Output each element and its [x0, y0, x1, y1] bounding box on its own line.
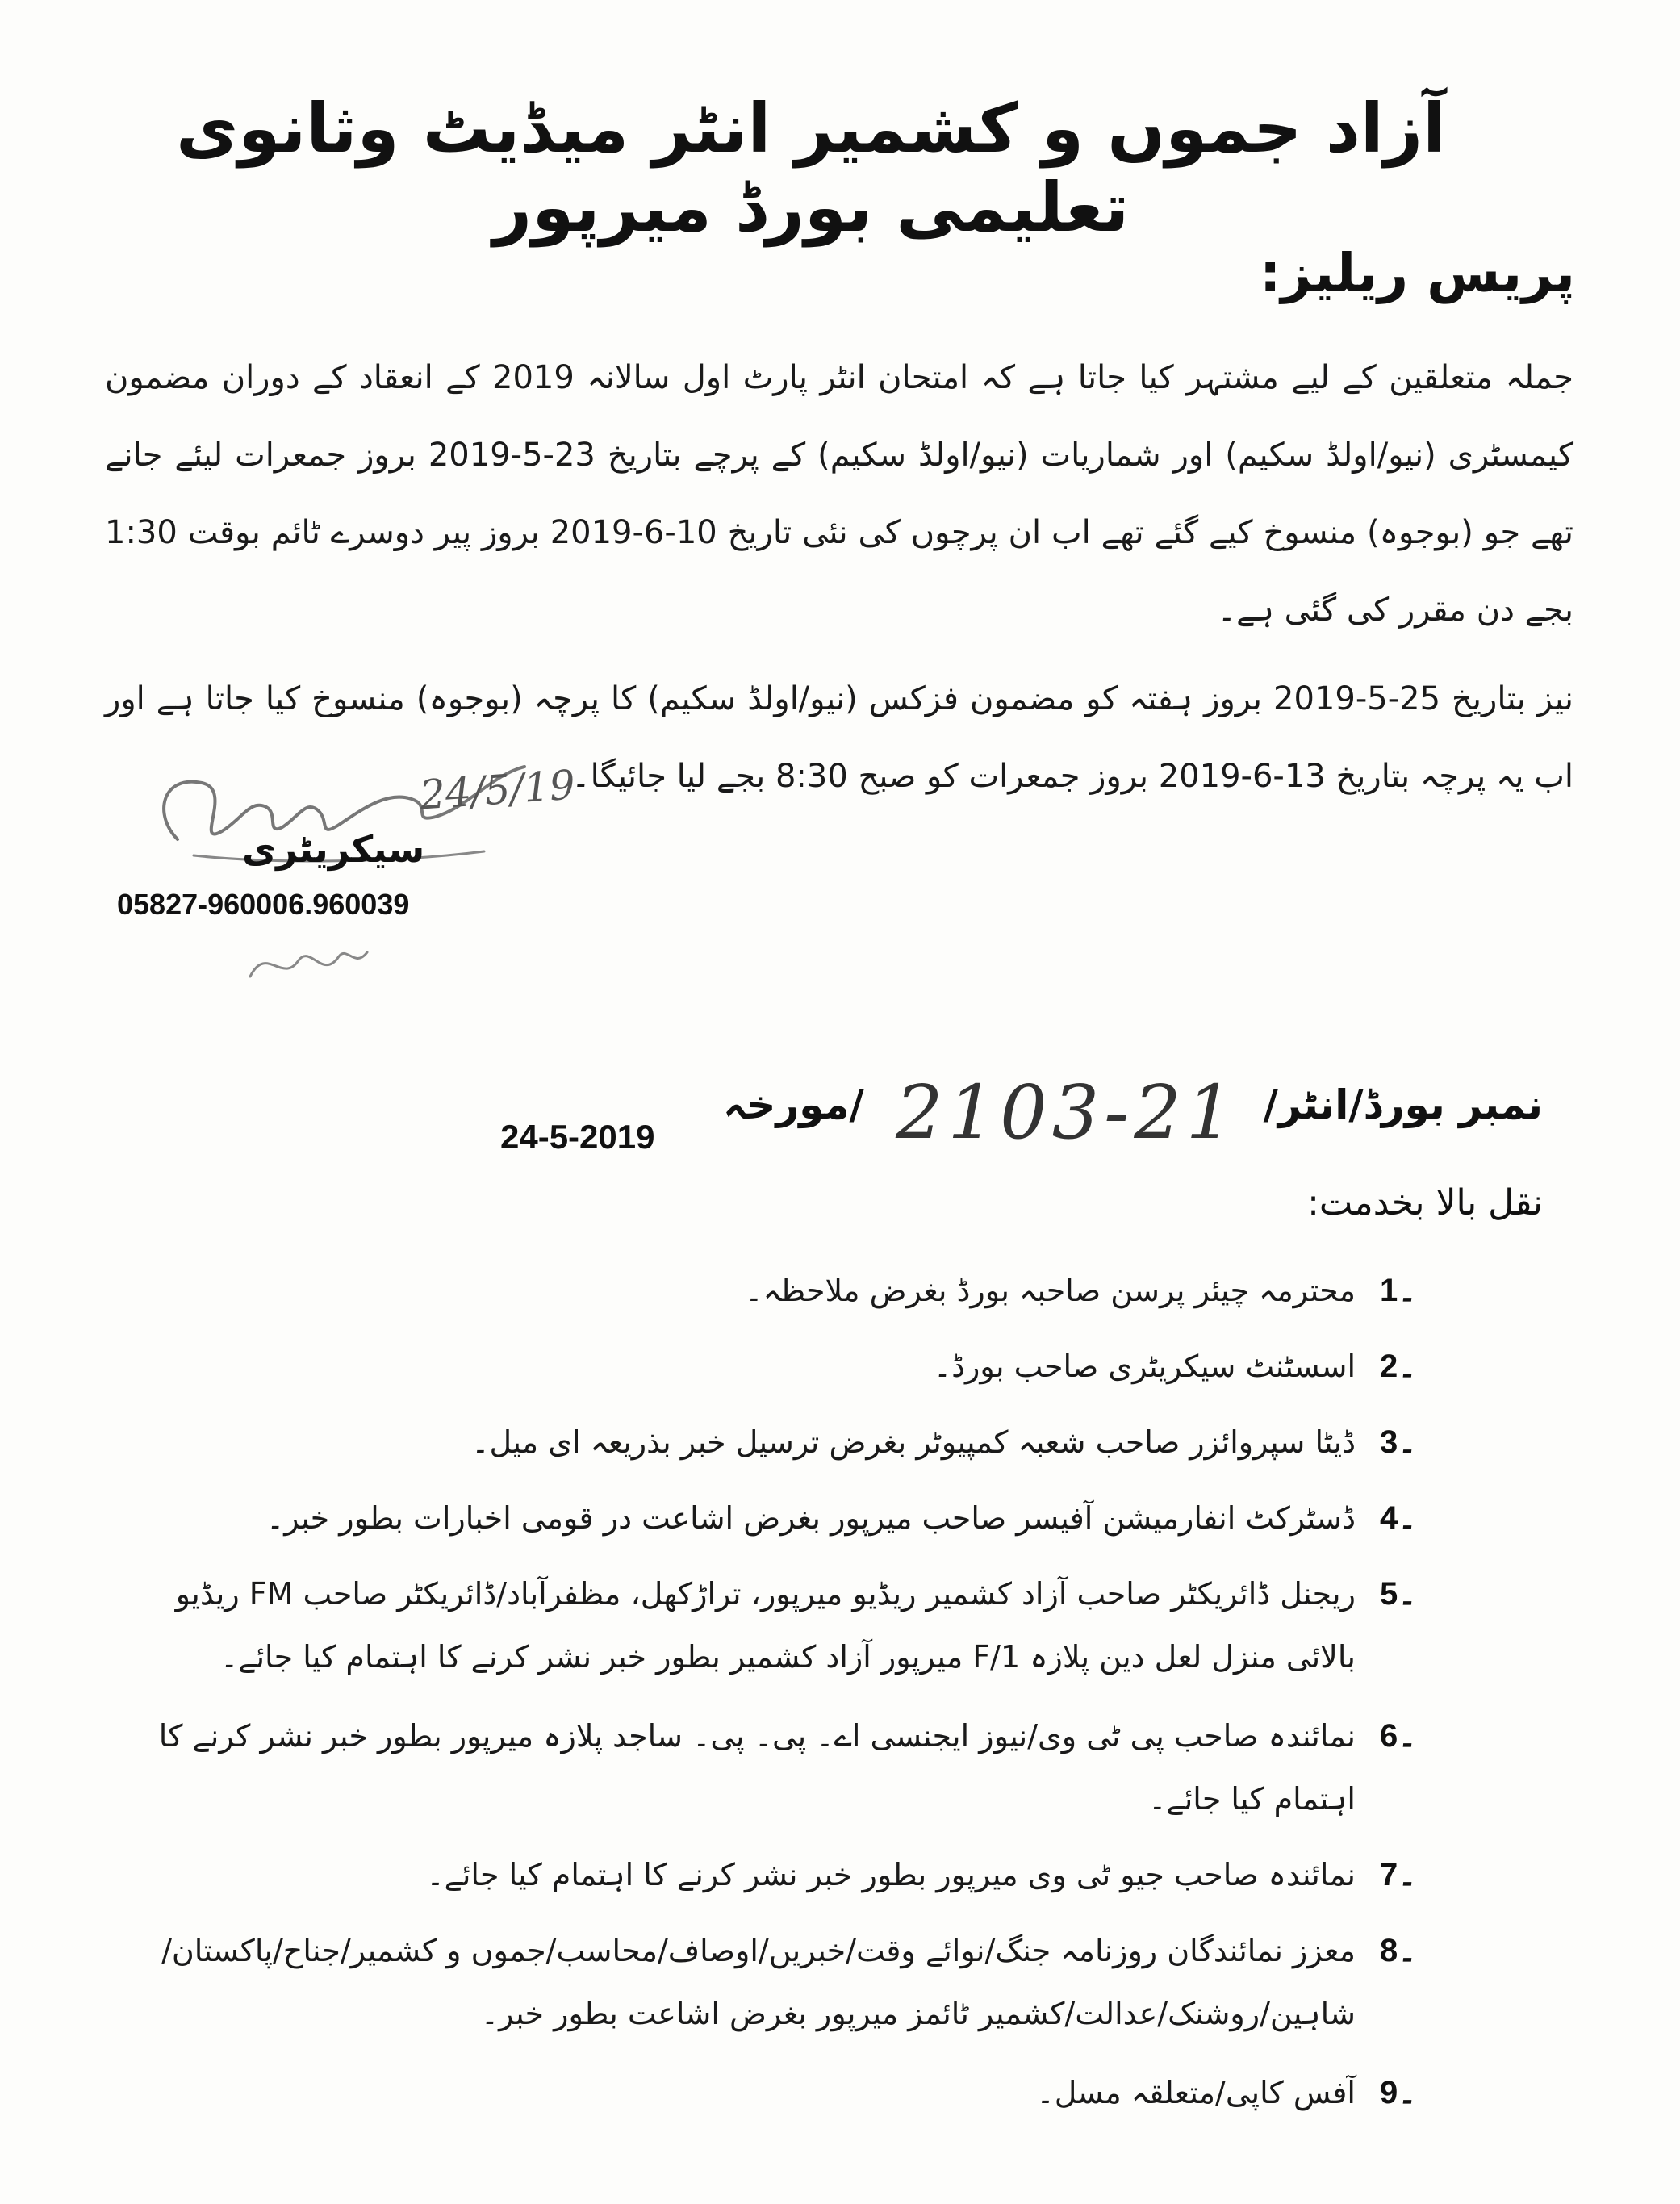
press-paragraph: جملہ متعلقین کے لیے مشتہر کیا جاتا ہے کہ امتحان انٹر پارٹ اول سالانہ 2019 کے انعقاد کے دوران مضمون کیمسٹری (نیو/اولڈ سکیم) اور شماریات (نیو/اولڈ سکیم) کے پرچے بتاریخ 23-5-2019 بروز جمعرات لیئے جانے تھے جو (بوجوہ) منسوخ کیے گئے تھے اب ان پرچوں کی نئی تاریخ 10-6-2019 بروز پیر دوسرے ٹائم بوقت 1:30 بجے دن مقرر کی گئی ہے۔: [105, 359, 1574, 629]
item-text: معزز نمائندگان روزنامہ جنگ/نوائے وقت/خبریں/اوصاف/محاسب/جموں و کشمیر/جناح/پاکستان/شاہین/روشنک/عدالت/کشمیر ٹائمز میرپور بغرض اشاعت بطور خبر۔: [161, 1933, 1356, 2031]
item-number: 5۔: [1380, 1576, 1417, 1612]
phone-number: 05827-960006.960039: [117, 888, 410, 921]
item-number: 6۔: [1380, 1718, 1417, 1754]
list-item: [97, 1259, 1493, 1322]
initial-scribble: [242, 928, 371, 993]
list-item: [97, 1704, 1493, 1830]
list-item: [97, 1487, 1493, 1549]
press-paragraph: نیز بتاریخ 25-5-2019 بروز ہفتہ کو مضمون فزکس (نیو/اولڈ سکیم) کا پرچہ (بوجوہ) منسوخ کیا جاتا ہے اور اب یہ پرچہ بتاریخ 13-6-2019 بروز جمعرات کو صبح 8:30 بجے لیا جائیگا۔: [105, 680, 1573, 795]
item-text: آفس کاپی/متعلقہ مسل۔: [1036, 2075, 1356, 2110]
item-text: محترمہ چیئر پرسن صاحبہ بورڈ بغرض ملاحظہ۔: [745, 1273, 1356, 1308]
item-number: 4۔: [1380, 1500, 1417, 1536]
list-item: [97, 1411, 1493, 1474]
list-item: [97, 2061, 1493, 2124]
reference-dated-label: /مورخہ: [723, 1081, 864, 1128]
reference-prefix: نمبر بورڈ/انٹر/: [1263, 1081, 1543, 1128]
press-release-heading: پریس ریلیز:: [1259, 242, 1575, 304]
list-item: [97, 1843, 1493, 1906]
item-number: 3۔: [1380, 1424, 1417, 1460]
item-text: نمائندہ صاحب پی ٹی وی/نیوز ایجنسی اے۔ پی۔ پی۔ ساجد پلازہ میرپور بطور خبر نشر کرنے کا اہتمام کیا جائے۔: [158, 1718, 1356, 1817]
distribution-list: [97, 1259, 1493, 2137]
item-text: ڈسٹرکٹ انفارمیشن آفیسر صاحب میرپور بغرض اشاعت در قومی اخبارات بطور خبر۔: [265, 1500, 1356, 1536]
item-text: نمائندہ صاحب جیو ٹی وی میرپور بطور خبر نشر کرنے کا اہتمام کیا جائے۔: [426, 1857, 1356, 1892]
item-number: 8۔: [1380, 1933, 1417, 1968]
item-number: 2۔: [1380, 1349, 1417, 1384]
item-text: ریجنل ڈائریکٹر صاحب آزاد کشمیر ریڈیو میرپور، تراڑکھل، مظفرآباد/ڈائریکٹر صاحب FM ریڈیو بالائی منزل لعل دین پلازہ F/1 میرپور آزاد کشمیر بطور خبر نشر کرنے کا اہتمام کیا جائے۔: [175, 1576, 1356, 1675]
list-item: [97, 1562, 1493, 1688]
item-number: 7۔: [1380, 1857, 1417, 1892]
secretary-title: سیکریٹری: [242, 827, 425, 871]
signature-date: 24/5/19: [418, 761, 577, 819]
reference-date: 24-5-2019: [500, 1118, 655, 1156]
list-item: [97, 1335, 1493, 1398]
item-text: اسسٹنٹ سیکریٹری صاحب بورڈ۔: [933, 1349, 1356, 1384]
board-title: آزاد جموں و کشمیر انٹر میڈیٹ وثانوی تعلیمی بورڈ میرپور: [176, 89, 1446, 247]
item-number: 1۔: [1380, 1273, 1417, 1308]
item-number: 9۔: [1380, 2075, 1417, 2110]
copy-to-heading: نقل بالا بخدمت:: [1307, 1182, 1543, 1223]
reference-number: 2103-21: [896, 1069, 1239, 1156]
item-text: ڈیٹا سپروائزر صاحب شعبہ کمپیوٹر بغرض ترسیل خبر بذریعہ ای میل۔: [471, 1424, 1356, 1460]
list-item: [97, 1919, 1493, 2045]
